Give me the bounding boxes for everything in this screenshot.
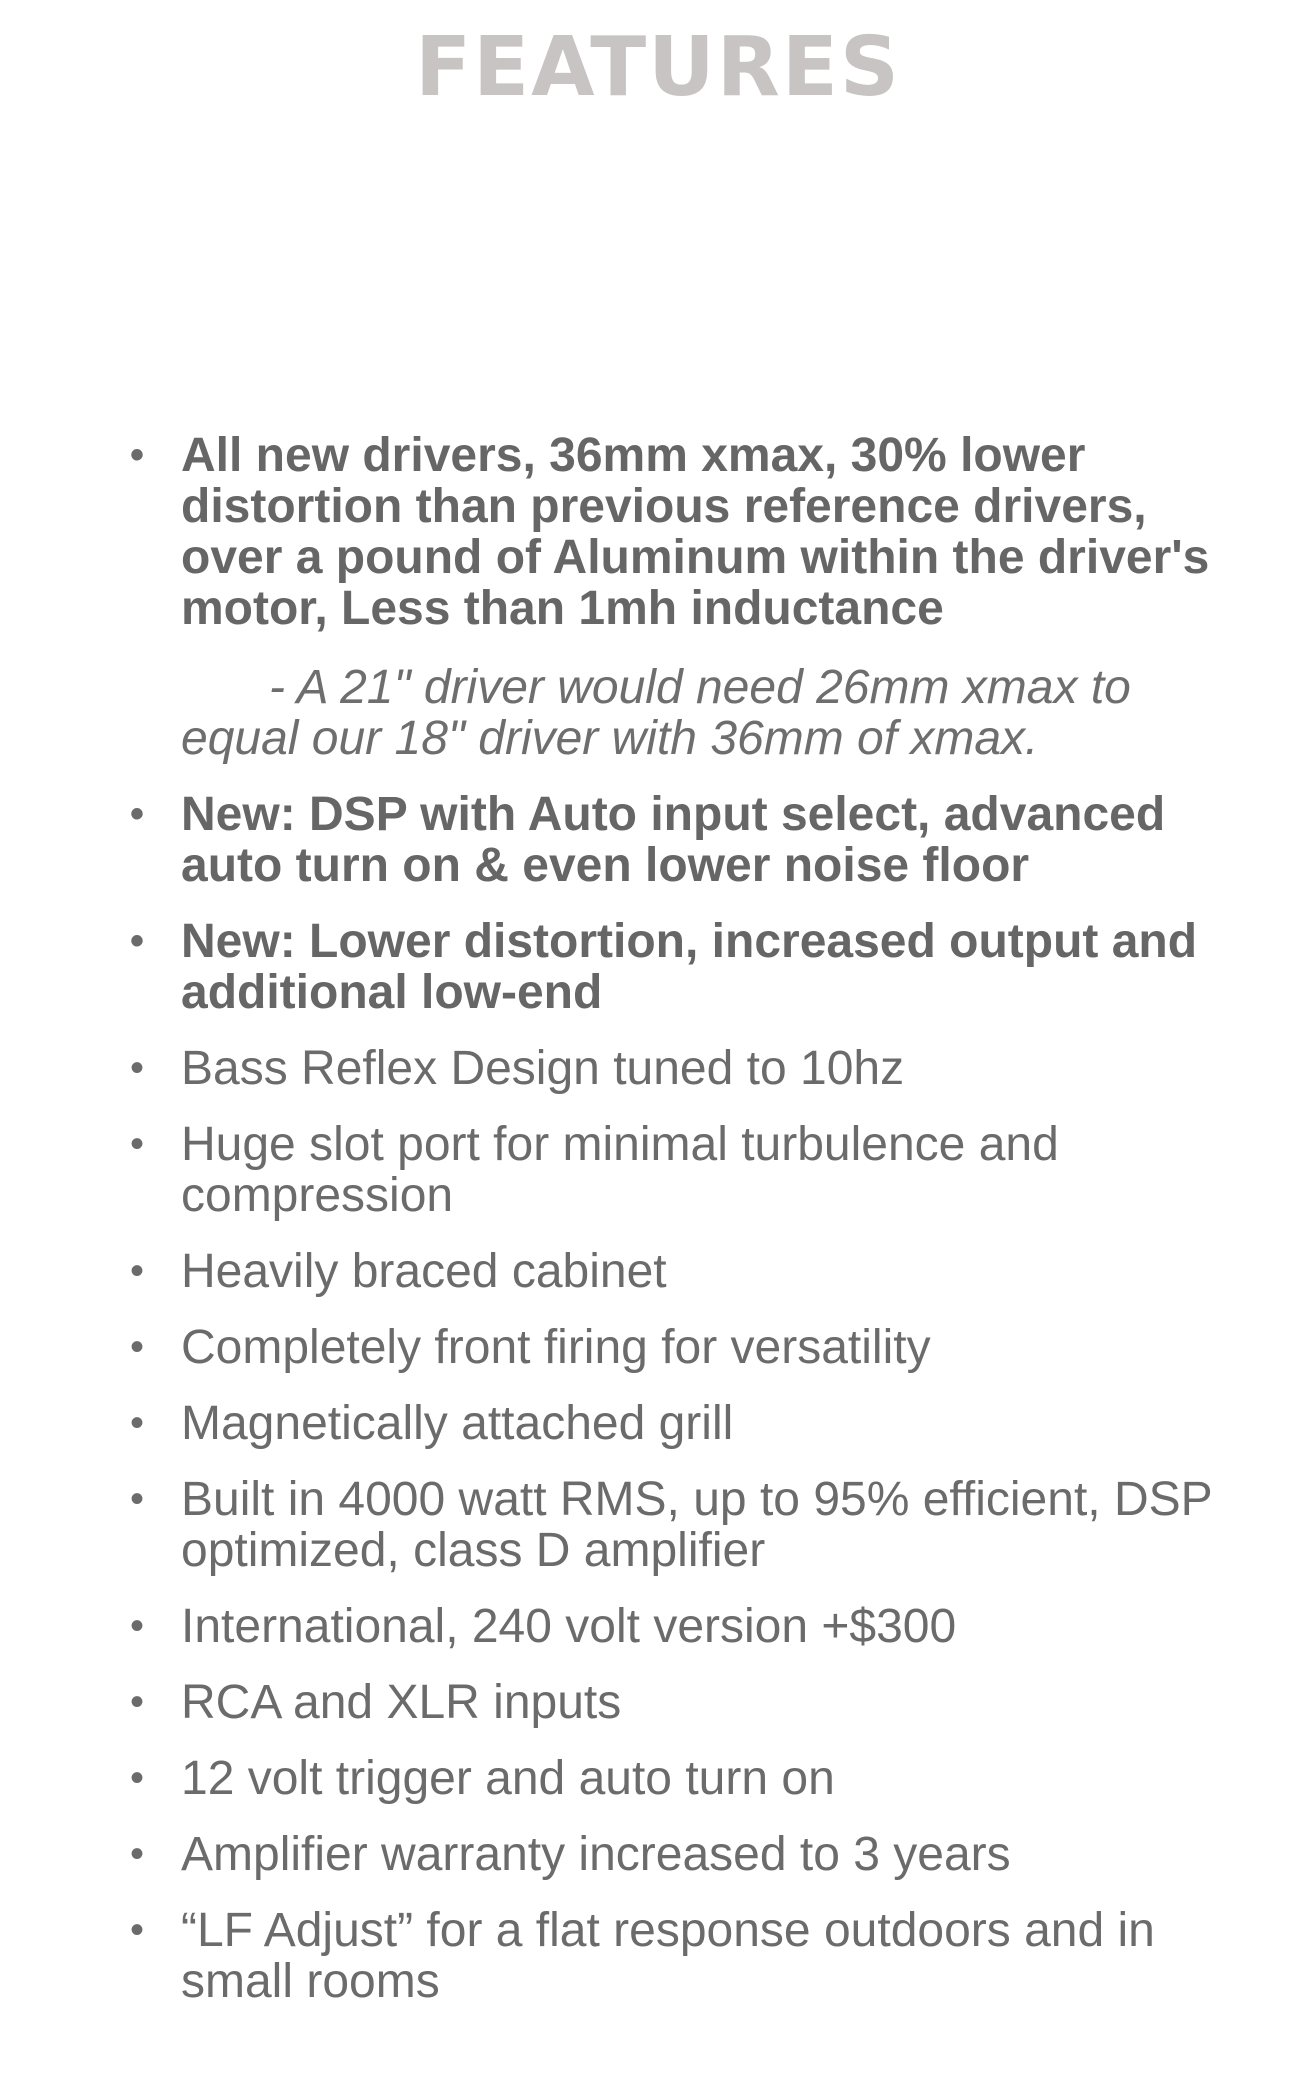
feature-item [0, 1043, 1290, 1094]
bullet-icon: • [130, 1046, 145, 1090]
feature-note-text: - A 21" driver would need 26mm xmax to equal our 18" driver with 36mm of xmax. [181, 661, 1131, 765]
bullet-icon: • [130, 1477, 145, 1521]
feature-item [0, 1119, 1290, 1221]
feature-item [0, 1246, 1290, 1297]
feature-text: Magnetically attached grill [181, 1397, 734, 1450]
feature-item [0, 1322, 1290, 1373]
feature-text: Built in 4000 watt RMS, up to 95% efficient, DSP optimized, class D amplifier [181, 1473, 1212, 1577]
bullet-icon: • [130, 1756, 145, 1800]
bullet-icon: • [130, 1249, 145, 1293]
feature-item [0, 916, 1290, 1018]
feature-text: Huge slot port for minimal turbulence and compression [181, 1118, 1059, 1222]
feature-item [0, 430, 1290, 634]
feature-item [0, 1905, 1290, 2007]
feature-text: 12 volt trigger and auto turn on [181, 1752, 835, 1805]
feature-item [0, 1398, 1290, 1449]
bullet-icon: • [130, 792, 145, 836]
bullet-icon: • [130, 1604, 145, 1648]
bullet-icon: • [130, 1908, 145, 1952]
feature-text: “LF Adjust” for a flat response outdoors and in small rooms [181, 1904, 1155, 2008]
bullet-icon: • [130, 1325, 145, 1369]
bullet-icon: • [130, 433, 145, 477]
feature-text: Bass Reflex Design tuned to 10hz [181, 1042, 905, 1095]
bullet-icon: • [130, 919, 145, 963]
feature-text: New: DSP with Auto input select, advanced auto turn on & even lower noise floor [181, 788, 1166, 892]
feature-text: Heavily braced cabinet [181, 1245, 667, 1298]
feature-item [0, 1753, 1290, 1804]
feature-text: Amplifier warranty increased to 3 years [181, 1828, 1011, 1881]
bullet-icon: • [130, 1122, 145, 1166]
feature-item [0, 789, 1290, 891]
feature-note [0, 662, 1290, 764]
feature-item [0, 1474, 1290, 1576]
feature-text: All new drivers, 36mm xmax, 30% lower distortion than previous reference drivers, over a pound of Aluminum within the driver's motor, Less than 1mh inductance [181, 429, 1210, 635]
feature-text: International, 240 volt version +$300 [181, 1600, 957, 1653]
page-title: FEATURES [415, 20, 901, 115]
bullet-icon: • [130, 1832, 145, 1876]
feature-text: RCA and XLR inputs [181, 1676, 622, 1729]
bullet-icon: • [130, 1401, 145, 1445]
features-list [0, 430, 1290, 2007]
feature-item [0, 1601, 1290, 1652]
feature-text: Completely front firing for versatility [181, 1321, 931, 1374]
bullet-icon: • [130, 1680, 145, 1724]
feature-item [0, 1677, 1290, 1728]
feature-item [0, 1829, 1290, 1880]
feature-text: New: Lower distortion, increased output and additional low-end [181, 915, 1198, 1019]
